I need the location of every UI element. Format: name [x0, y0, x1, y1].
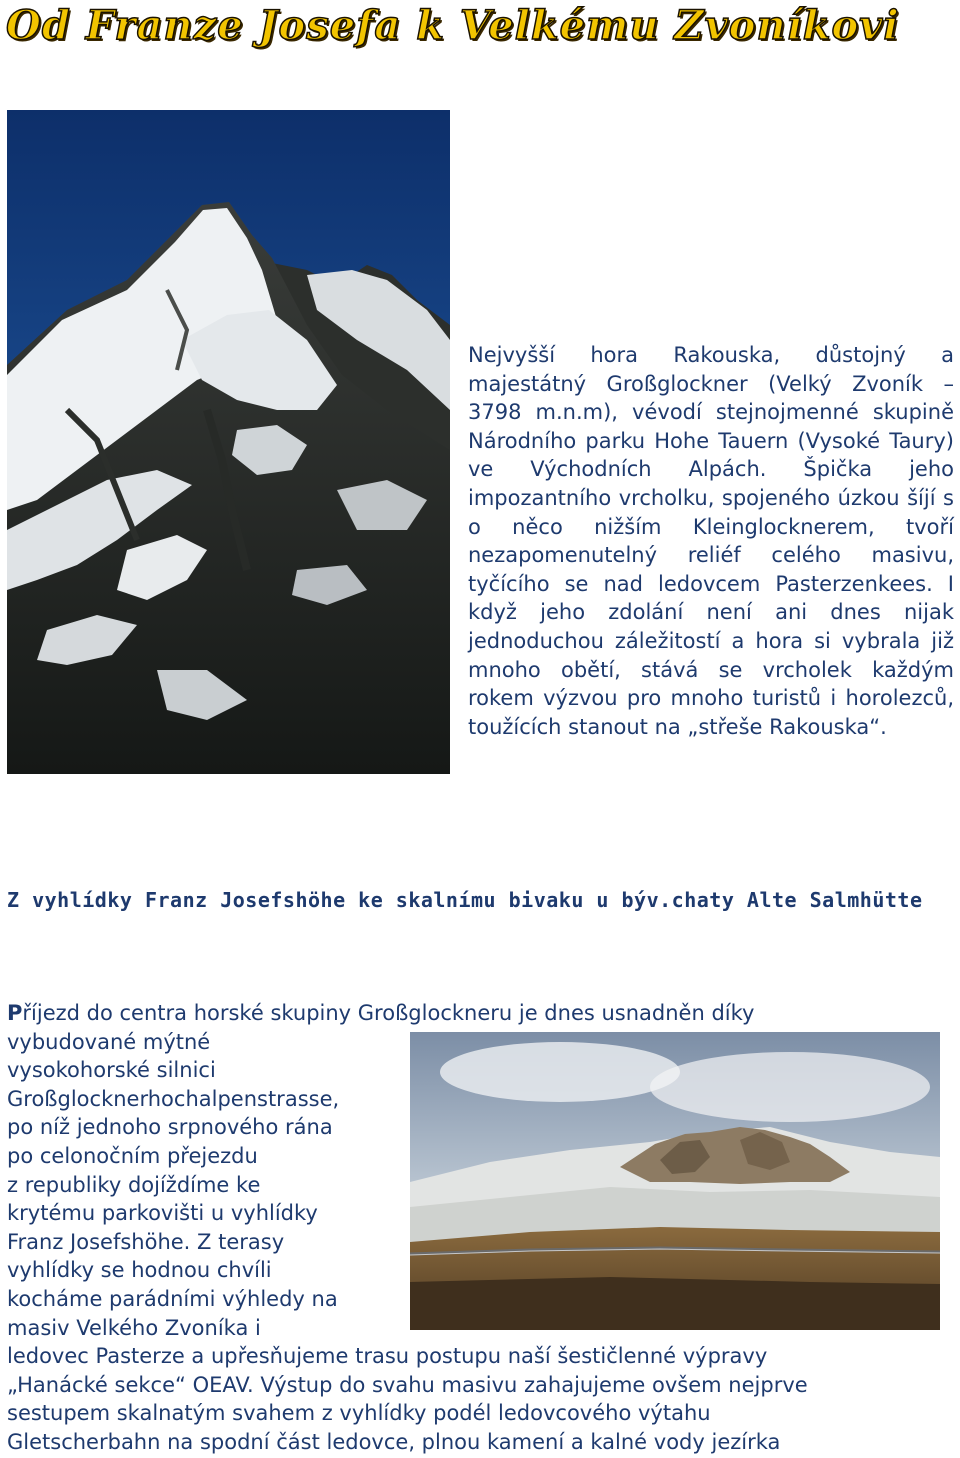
body-line: Gletscherbahn na spodní část ledovce, plnou kamení a kalné vody jezírka — [7, 1429, 781, 1454]
body-line: vybudované mýtné — [7, 1029, 211, 1054]
body-line: masiv Velkého Zvoníka i — [7, 1315, 261, 1340]
body-line: po níž jednoho srpnového rána — [7, 1115, 333, 1140]
mountain-peak-photo — [7, 110, 450, 774]
body-line — [7, 999, 957, 1028]
body-paragraph — [7, 999, 957, 1457]
body-line: krytému parkovišti u vyhlídky — [7, 1201, 318, 1226]
body-line: Franz Josefshöhe. Z terasy — [7, 1229, 285, 1254]
body-line-1: říjezd do centra horské skupiny Großglockneru je dnes usnadněn díky — [22, 1001, 755, 1025]
body-line: po celonočním přejezdu — [7, 1143, 258, 1168]
section-heading: Z vyhlídky Franz Josefshöhe ke skalnímu bivaku u býv.chaty Alte Salmhütte — [7, 888, 923, 912]
body-line: ledovec Pasterze a upřesňujeme trasu postupu naší šestičlenné výpravy — [7, 1344, 768, 1369]
body-line: kocháme parádními výhledy na — [7, 1286, 338, 1311]
page-title: Od Franze Josefa k Velkému Zvoníkovi — [6, 2, 900, 49]
body-line: „Hanácké sekce“ OEAV. Výstup do svahu masivu zahajujeme ovšem nejprve — [7, 1372, 808, 1397]
body-line: vyhlídky se hodnou chvíli — [7, 1258, 272, 1283]
body-line: vysokohorské silnici — [7, 1058, 216, 1083]
body-line: sestupem skalnatým svahem z vyhlídky podél ledovcového výtahu — [7, 1401, 711, 1426]
body-line: z republiky dojíždíme ke — [7, 1172, 261, 1197]
body-line: Großglocknerhochalpenstrasse, — [7, 1086, 340, 1111]
first-letter: P — [7, 1001, 23, 1025]
intro-paragraph: Nejvyšší hora Rakouska, důstojný a majestátný Großglockner (Velký Zvoník – 3798 m.n.m), vévodí stejnojmenné skupině Národního parku Hohe Tauern (Vysoké Taury) ve Východních Alpách. Špička jeho impozantního vrcholku, spojeného úzkou šíjí s o něco nižším Kleinglocknerem, tvoří nezapomenutelný reliéf celého masivu, tyčícího se nad ledovcem Pasterzenkees. I když jeho zdolání není ani dnes nijak jednoduchou záležitostí a hora si vybrala již mnoho obětí, stává se vrcholek každým rokem výzvou pro mnoho turistů i horolezců, toužících stanout na „střeše Rakouska“. — [468, 343, 954, 739]
